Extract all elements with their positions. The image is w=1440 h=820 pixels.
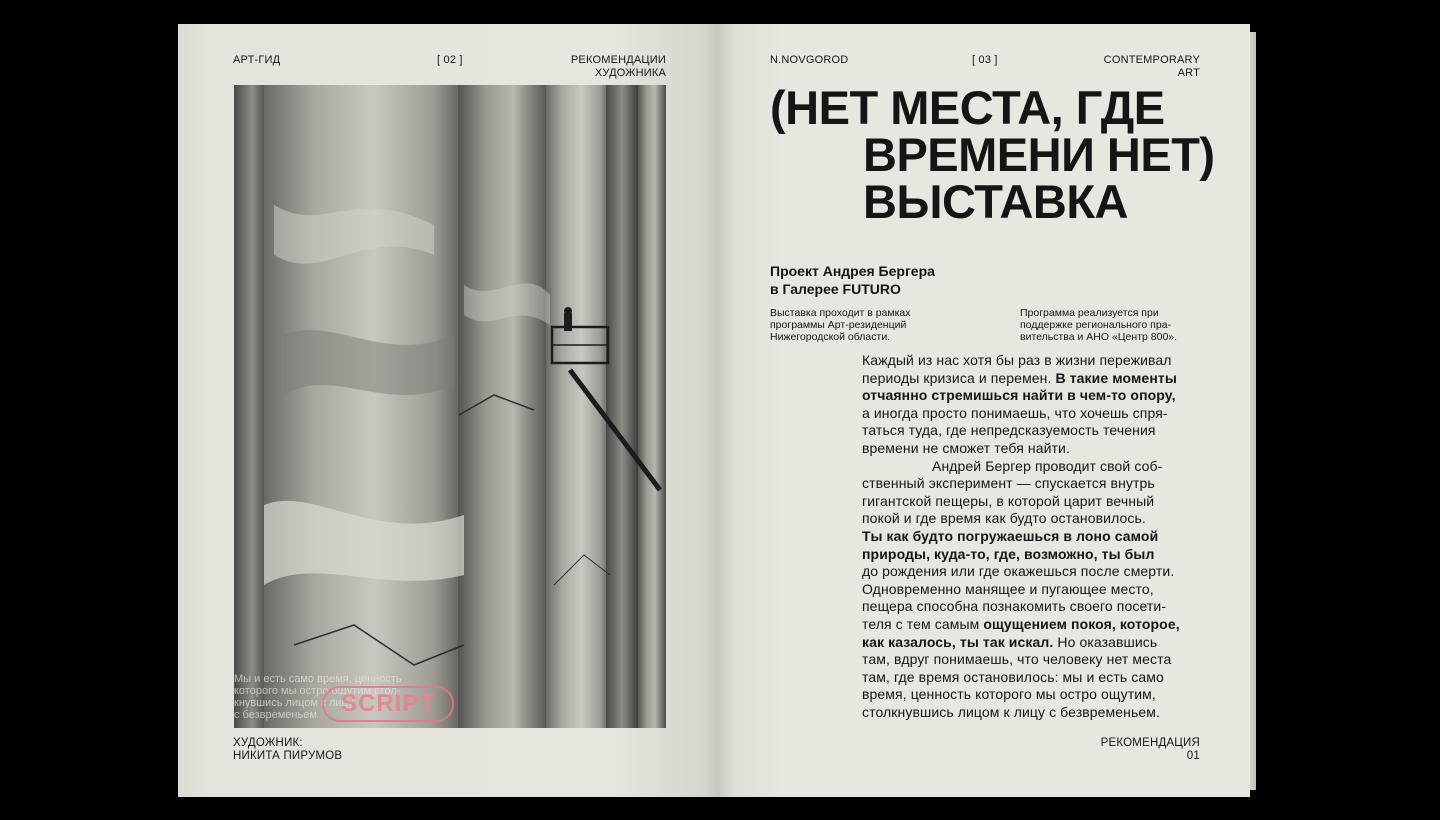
body-segment: а иногда просто понимаешь, что хочешь спря- <box>862 404 1168 421</box>
article-title <box>770 81 1230 228</box>
body-line <box>862 634 1202 652</box>
note-line: Выставка проходит в рамках <box>770 307 911 319</box>
body-line <box>862 581 1202 599</box>
body-segment: время, ценность которого мы остро ощутим, <box>862 686 1156 703</box>
body-segment: Андрей Бергер проводит свой соб- <box>932 457 1163 474</box>
body-line <box>862 669 1202 687</box>
body-segment: покой и где время как будто остановилось. <box>862 510 1146 527</box>
body-line <box>862 493 1202 511</box>
cave-columns-photo <box>234 85 666 728</box>
body-emphasis: В такие моменты <box>1055 369 1177 386</box>
body-segment: теля с тем самым <box>862 615 984 632</box>
article-body <box>862 352 1202 721</box>
body-line <box>862 475 1202 493</box>
body-emphasis: природы, куда-то, где, возможно, ты был <box>862 545 1155 562</box>
body-segment: до рождения или где окажешься после смерти. <box>862 563 1175 580</box>
title-line: (НЕТ МЕСТА, ГДЕ <box>770 81 1165 134</box>
article-subtitle <box>770 262 1030 298</box>
caption-line: Мы и есть само время, ценность <box>234 673 402 685</box>
right-page-number: [ 03 ] <box>972 54 998 66</box>
caption-line: кнувшись лицом к лицу <box>234 697 354 709</box>
note-right <box>1020 307 1210 343</box>
page-edge <box>1250 32 1256 790</box>
body-line <box>862 510 1202 528</box>
note-line: Нижегородской области. <box>770 331 891 343</box>
body-line <box>862 528 1202 546</box>
body-line <box>862 704 1202 722</box>
body-line <box>862 546 1202 564</box>
left-header-section: АРТ-ГИД <box>233 54 281 66</box>
note-line: программы Арт-резиденций <box>770 319 907 331</box>
subtitle-line: в Галерее FUTURO <box>770 281 901 297</box>
left-header-category-line: ХУДОЖНИКА <box>594 67 666 79</box>
right-header-city: N.NOVGOROD <box>770 54 849 66</box>
artist-credit <box>233 737 342 763</box>
left-header-category <box>546 54 666 80</box>
body-line <box>862 370 1202 388</box>
body-line <box>862 598 1202 616</box>
artist-credit-line: ХУДОЖНИК: <box>233 737 303 749</box>
artist-credit-line: НИКИТА ПИРУМОВ <box>233 750 343 762</box>
right-header-category <box>1080 54 1200 80</box>
right-header-category-line: CONTEMPORARY <box>1103 54 1200 66</box>
body-line <box>862 387 1202 405</box>
body-line <box>862 651 1202 669</box>
photo-illustration <box>234 85 666 728</box>
body-segment: Каждый из нас хотя бы раз в жизни переживал <box>862 352 1172 368</box>
body-emphasis: отчаянно стремишься найти в чем-то опору, <box>862 387 1176 404</box>
body-emphasis: как казалось, ты так искал. <box>862 633 1054 650</box>
body-line <box>862 458 1202 476</box>
body-emphasis: ощущением покоя, которое, <box>983 615 1180 632</box>
note-line: Программа реализуется при <box>1020 307 1159 319</box>
body-line <box>862 405 1202 423</box>
body-line <box>862 440 1202 458</box>
body-segment: таться туда, где непредсказуемость течения <box>862 422 1156 439</box>
title-line: ВРЕМЕНИ НЕТ) <box>863 128 1215 181</box>
left-header-category-line: РЕКОМЕНДАЦИИ <box>570 54 666 66</box>
title-line: ВЫСТАВКА <box>863 175 1128 228</box>
note-line: поддержке регионального пра- <box>1020 319 1172 331</box>
note-left <box>770 307 970 343</box>
body-segment: там, где время остановилось: мы и есть само <box>862 668 1164 685</box>
body-segment: Но оказавшись <box>1053 633 1158 650</box>
body-line <box>862 422 1202 440</box>
body-segment: ственный эксперимент — спускается внутрь <box>862 475 1155 492</box>
body-line <box>862 563 1202 581</box>
body-segment: Одновременно манящее и пугающее место, <box>862 580 1154 597</box>
body-emphasis: Ты как будто погружаешься в лоно самой <box>862 527 1159 544</box>
script-stamp-logo: SCRIPT <box>322 686 454 722</box>
left-page-number: [ 02 ] <box>437 54 463 66</box>
right-header-category-line: ART <box>1177 67 1200 79</box>
body-segment: там, вдруг понимаешь, что человеку нет места <box>862 651 1172 668</box>
recommendation-number: 01 <box>1186 750 1200 762</box>
body-segment: пещера способна познакомить своего посети- <box>862 598 1167 615</box>
body-line <box>862 616 1202 634</box>
caption-line: которого мы остро ощутим стол- <box>234 685 401 697</box>
note-line: вительства и АНО «Центр 800». <box>1020 331 1178 343</box>
subtitle-line: Проект Андрея Бергера <box>770 263 935 279</box>
recommendation-line: РЕКОМЕНДАЦИЯ <box>1100 737 1200 749</box>
body-line <box>862 686 1202 704</box>
body-segment: времени не сможет тебя найти. <box>862 439 1070 456</box>
body-segment: гигантской пещеры, в которой царит вечный <box>862 492 1155 509</box>
body-segment: периоды кризиса и перемен. <box>862 369 1056 386</box>
body-segment: столкнувшись лицом к лицу с безвременьем. <box>862 703 1160 720</box>
recommendation-label <box>1080 737 1200 763</box>
body-line <box>862 352 1202 370</box>
caption-line: с безвременьем <box>234 709 317 721</box>
